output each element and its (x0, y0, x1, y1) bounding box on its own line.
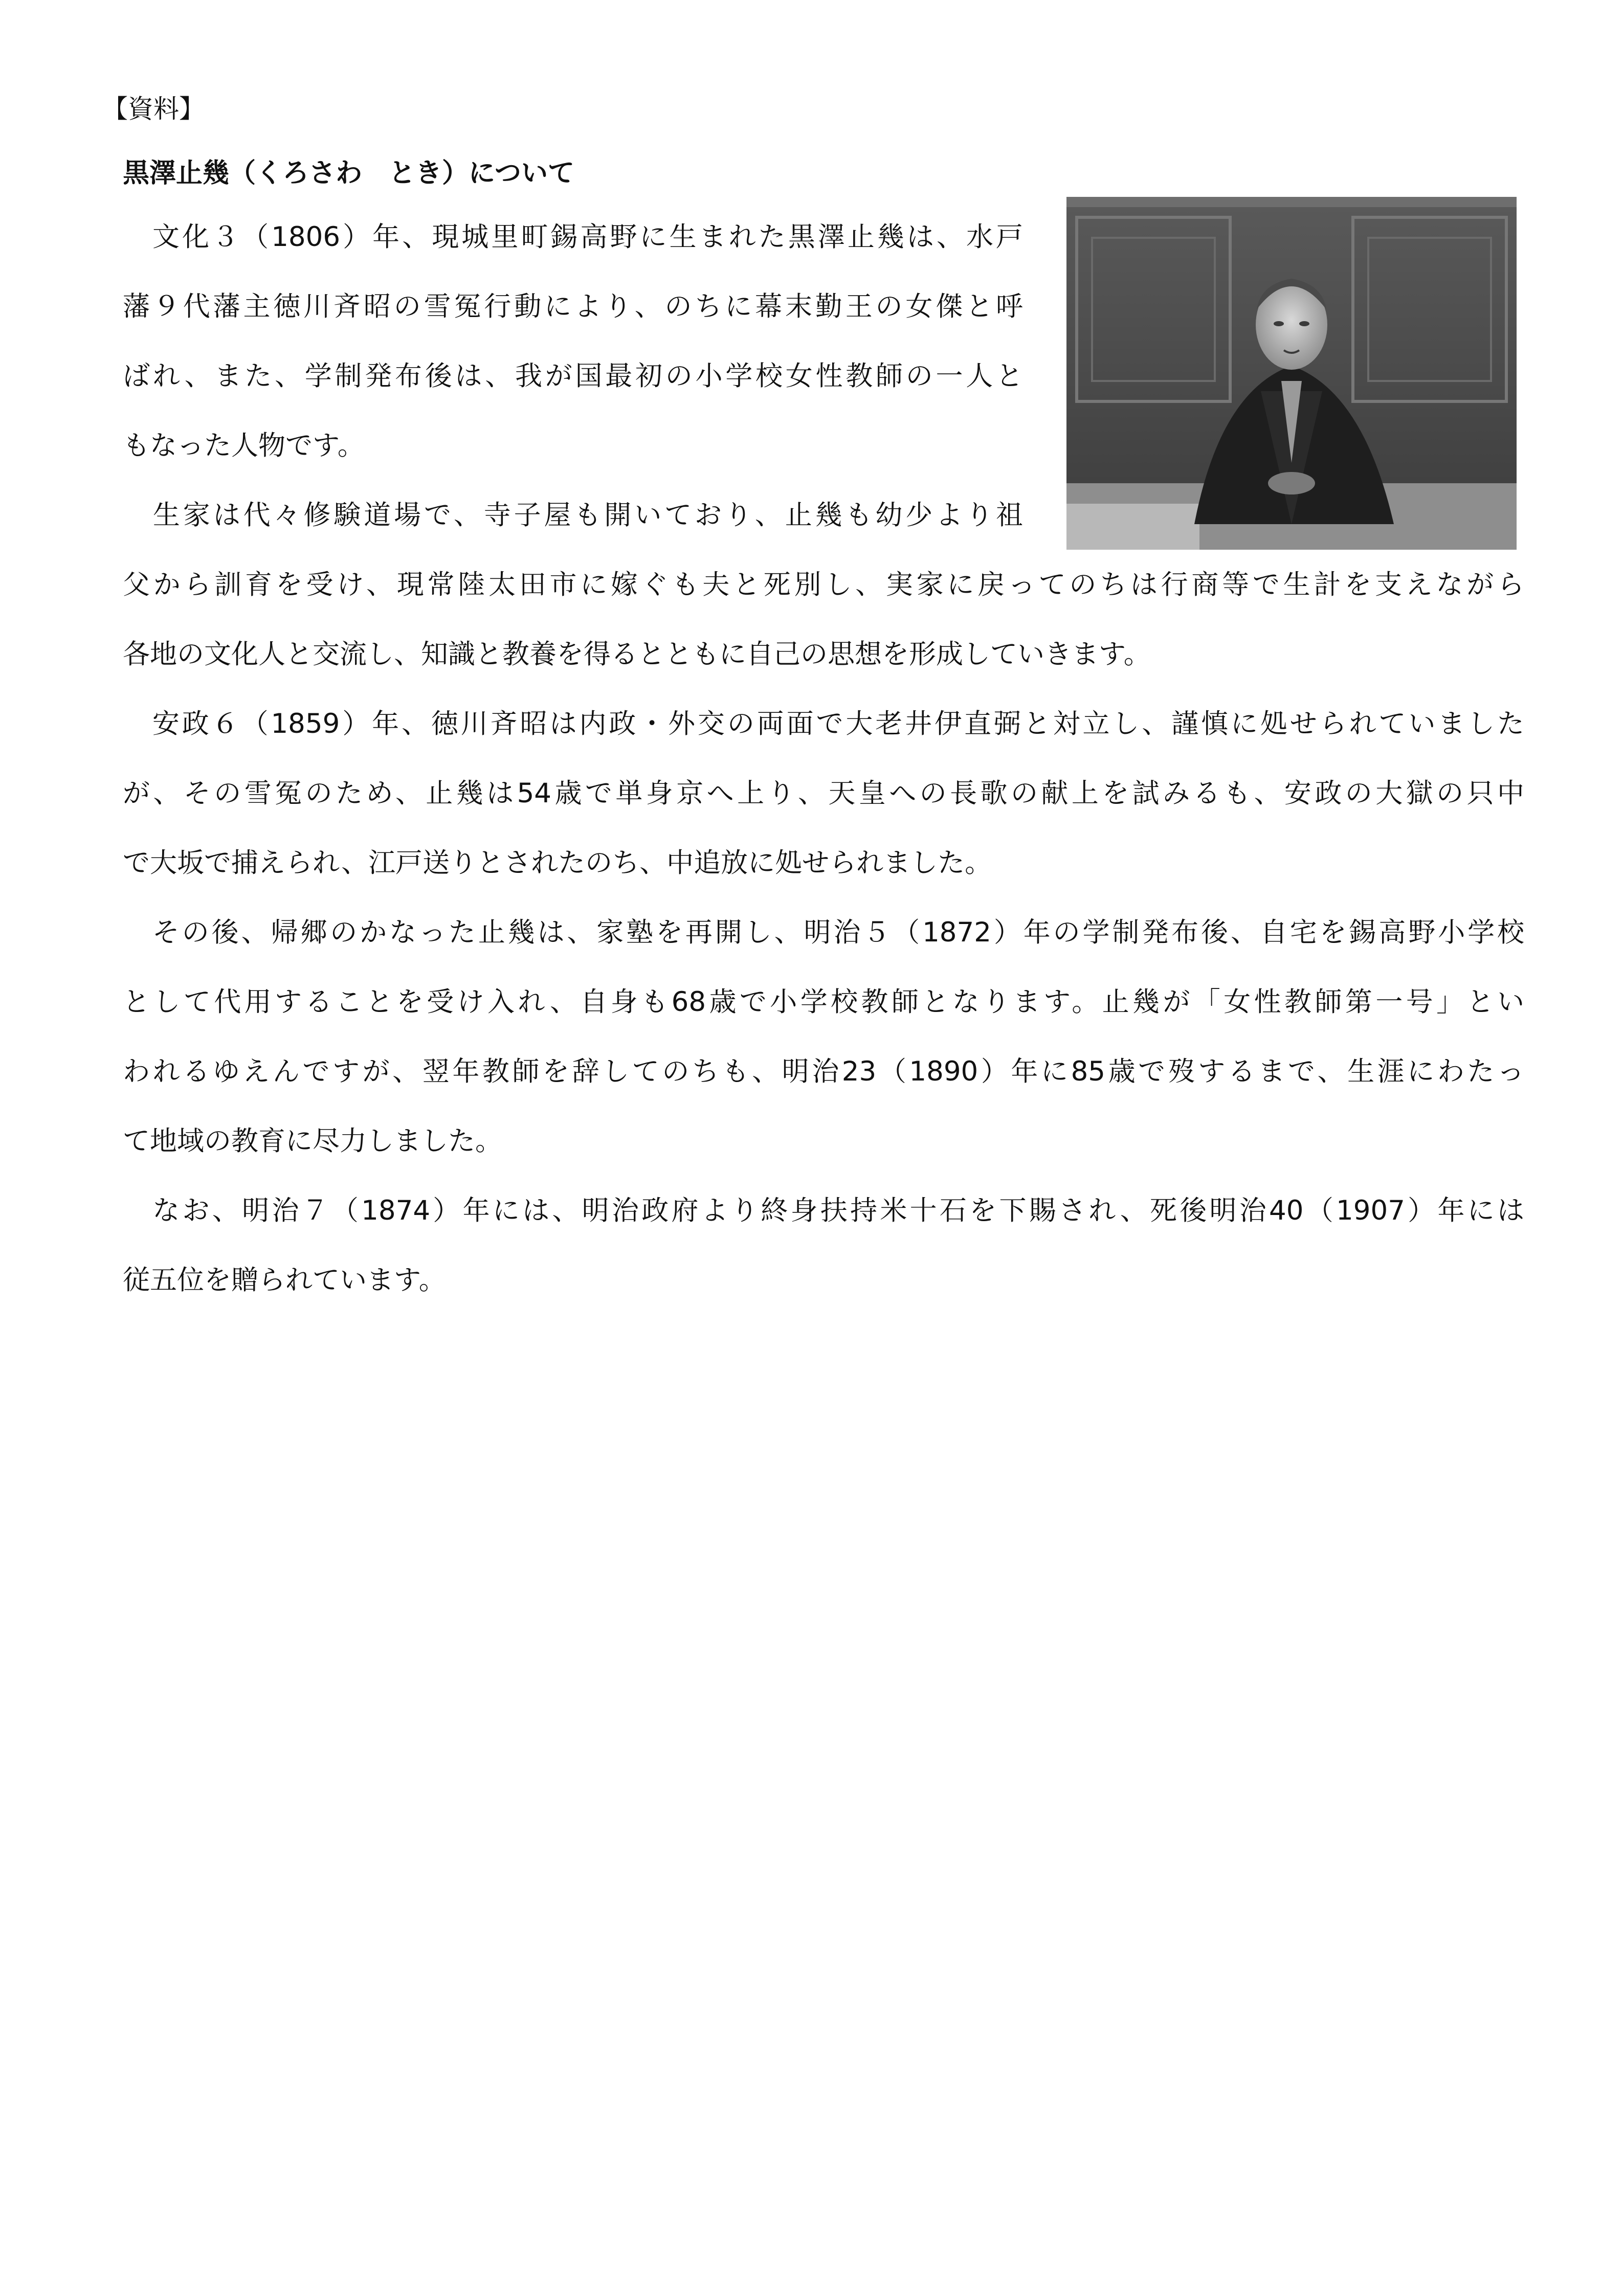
paragraph-line: 文化３（1806）年、現城里町錫高野に生まれた黒澤止幾は、水戸 (123, 221, 1023, 253)
paragraph-line: われるゆえんですが、翌年教師を辞してのちも、明治23（1890）年に85歳で歿するまで、生涯にわたっ (123, 1056, 1524, 1087)
paragraph-line: 藩９代藩主徳川斉昭の雪冤行動により、のちに幕末勤王の女傑と呼 (123, 291, 1023, 322)
portrait-photo-icon (1066, 197, 1517, 550)
paragraph-line: 父から訓育を受け、現常陸太田市に嫁ぐも夫と死別し、実家に戻ってのちは行商等で生計を支えながら (123, 569, 1524, 600)
portrait-photo (1066, 197, 1517, 550)
paragraph-line: もなった人物です。 (123, 430, 365, 461)
paragraph-line: ばれ、また、学制発布後は、我が国最初の小学校女性教師の一人と (123, 361, 1023, 392)
paragraph-line: が、その雪冤のため、止幾は54歳で単身京へ上り、天皇への長歌の献上を試みるも、安政の大獄の只中 (123, 778, 1524, 809)
paragraph-line: 安政６（1859）年、徳川斉昭は内政・外交の両面で大老井伊直弼と対立し、謹慎に処せられていました (123, 708, 1524, 739)
document-label: 【資料】 (102, 94, 205, 124)
paragraph-line: 各地の文化人と交流し、知識と教養を得るとともに自己の思想を形成していきます。 (123, 639, 1151, 670)
paragraph-line: 従五位を贈られています。 (123, 1265, 446, 1296)
paragraph-line: て地域の教育に尽力しました。 (123, 1126, 502, 1157)
paragraph-line: として代用することを受け入れ、自身も68歳で小学校教師となります。止幾が「女性教師第一号」とい (123, 986, 1524, 1018)
paragraph-line: 生家は代々修験道場で、寺子屋も開いており、止幾も幼少より祖 (123, 500, 1023, 531)
paragraph-line: その後、帰郷のかなった止幾は、家塾を再開し、明治５（1872）年の学制発布後、自宅を錫高野小学校 (123, 917, 1524, 948)
paragraph-line: なお、明治７（1874）年には、明治政府より終身扶持米十石を下賜され、死後明治40（1907）年には (123, 1195, 1524, 1226)
paragraph-line: で大坂で捕えられ、江戸送りとされたのち、中追放に処せられました。 (123, 847, 992, 879)
document-title: 黒澤止幾（くろさわ とき）について (123, 158, 574, 189)
